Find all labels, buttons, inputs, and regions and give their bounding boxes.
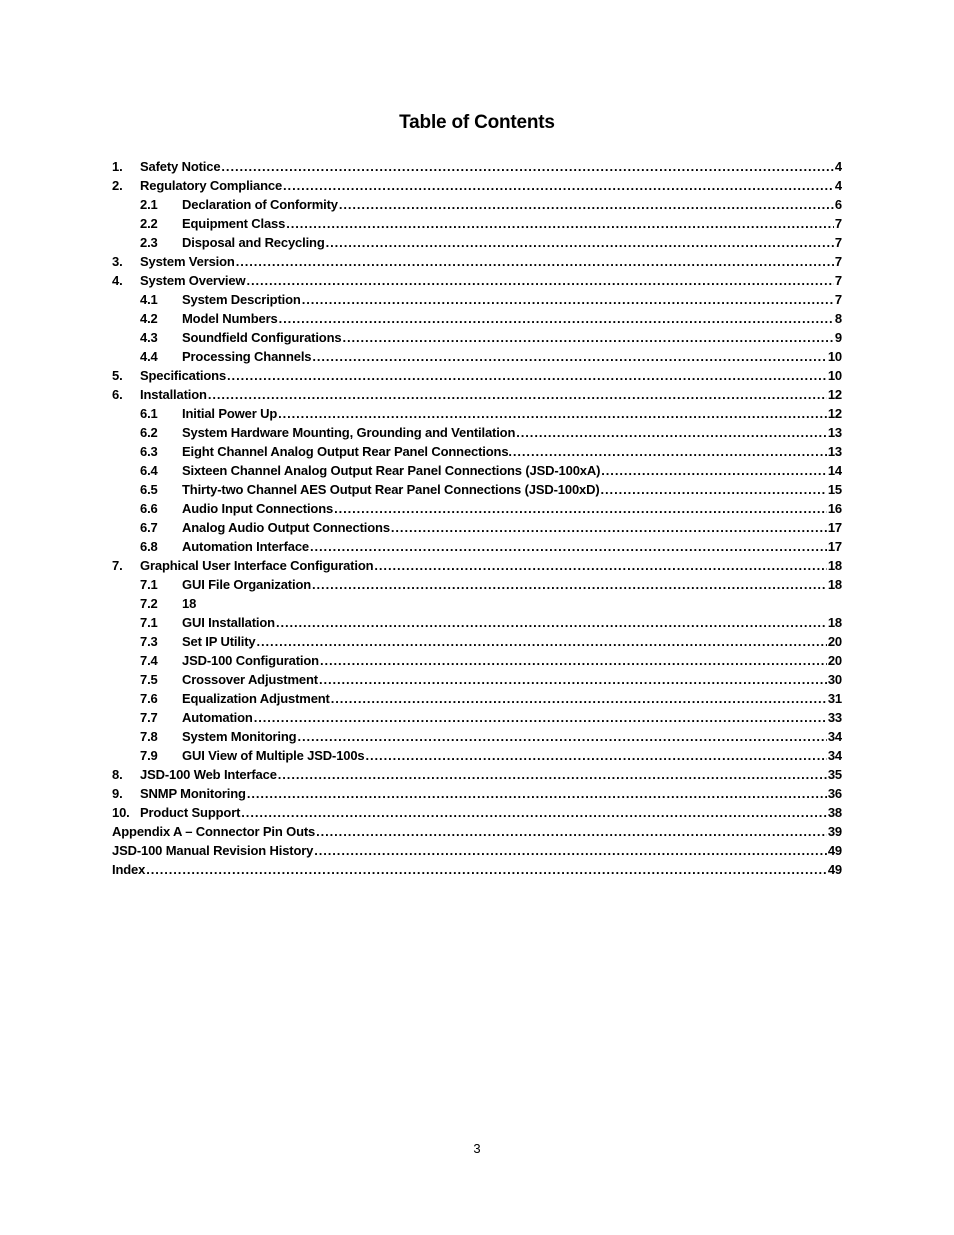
toc-entry[interactable] [112, 518, 842, 537]
toc-entry-label: System Overview [140, 273, 246, 288]
toc-entry[interactable] [112, 328, 842, 347]
toc-entry-label: Index [112, 862, 146, 877]
toc-dot-leader [146, 860, 827, 879]
toc-entry-label: Automation [182, 710, 253, 725]
toc-entry-number: 6.4 [140, 463, 158, 478]
toc-entry-number: 4.1 [140, 292, 158, 307]
toc-entry-page: 20 [827, 634, 842, 649]
toc-entry[interactable] [112, 461, 842, 480]
toc-entry-label: SNMP Monitoring [140, 786, 246, 801]
toc-entry-number: 6.5 [140, 482, 158, 497]
toc-entry-page: 49 [827, 843, 842, 858]
toc-dot-leader [297, 727, 826, 746]
toc-entry[interactable] [112, 613, 842, 632]
toc-entry-page: 31 [827, 691, 842, 706]
toc-entry[interactable] [112, 765, 842, 784]
toc-dot-leader [513, 442, 827, 461]
toc-entry-number: 6.3 [140, 444, 158, 459]
toc-entry[interactable] [112, 271, 842, 290]
toc-title: Table of Contents [399, 112, 555, 133]
toc-entry-label: 18 [182, 596, 197, 611]
toc-entry[interactable] [112, 499, 842, 518]
toc-dot-leader [342, 328, 833, 347]
toc-dot-leader [227, 366, 827, 385]
toc-entry[interactable] [112, 385, 842, 404]
toc-entry-number: 2.1 [140, 197, 158, 212]
toc-entry-number: 7. [112, 558, 123, 573]
toc-entry-page: 30 [827, 672, 842, 687]
toc-entry-number: 2.3 [140, 235, 158, 250]
toc-entry-label: Declaration of Conformity [182, 197, 338, 212]
toc-entry-label: Thirty-two Channel AES Output Rear Panel Connections (JSD-100xD) [182, 482, 600, 497]
toc-entry-label: JSD-100 Web Interface [140, 767, 277, 782]
toc-entry-number: 10. [112, 805, 130, 820]
toc-entry[interactable] [112, 480, 842, 499]
toc-entry[interactable] [112, 746, 842, 765]
toc-entry-label: Analog Audio Output Connections [182, 520, 390, 535]
toc-entry-label: GUI File Organization [182, 577, 312, 592]
toc-entry-page: 12 [827, 387, 842, 402]
toc-dot-leader [366, 746, 827, 765]
toc-entry-number: 4.3 [140, 330, 158, 345]
toc-entry-page: 33 [827, 710, 842, 725]
toc-dot-leader [278, 765, 827, 784]
toc-entry-label: GUI View of Multiple JSD-100s [182, 748, 365, 763]
toc-entry[interactable] [112, 214, 842, 233]
toc-entry-label: Automation Interface [182, 539, 310, 554]
toc-entry[interactable] [112, 841, 842, 860]
toc-dot-leader [601, 461, 827, 480]
toc-entry-page: 18 [827, 615, 842, 630]
toc-entry[interactable] [112, 822, 842, 841]
toc-entry-page: 49 [827, 862, 842, 877]
toc-entry-number: 6. [112, 387, 123, 402]
toc-entry-page: 20 [827, 653, 842, 668]
toc-dot-leader [278, 404, 827, 423]
toc-entry-page: 6 [834, 197, 842, 212]
toc-entry-number: 7.1 [140, 615, 158, 630]
toc-dot-leader [320, 651, 827, 670]
toc-dot-leader [257, 632, 827, 651]
toc-entry-number: 8. [112, 767, 123, 782]
toc-entry-label: Model Numbers [182, 311, 278, 326]
toc-entry[interactable] [112, 594, 842, 613]
toc-dot-leader [236, 252, 834, 271]
toc-entry-number: 4.2 [140, 311, 158, 326]
toc-dot-leader [279, 309, 834, 328]
toc-dot-leader [254, 708, 827, 727]
toc-entry-page: 7 [834, 235, 842, 250]
toc-dot-leader [276, 613, 827, 632]
toc-entry-label: System Hardware Mounting, Grounding and Ventilation [182, 425, 516, 440]
toc-entry-label: JSD-100 Manual Revision History [112, 843, 314, 858]
toc-entry-page: 9 [834, 330, 842, 345]
toc-entry-page: 8 [834, 311, 842, 326]
toc-entry-number: 6.2 [140, 425, 158, 440]
toc-dot-leader [310, 537, 827, 556]
toc-dot-leader [246, 271, 833, 290]
toc-entry-number: 5. [112, 368, 123, 383]
toc-entry-label: Equipment Class [182, 216, 286, 231]
toc-entry-page: 14 [827, 463, 842, 478]
toc-entry-label: System Description [182, 292, 301, 307]
toc-dot-leader [601, 480, 827, 499]
toc-entry-number: 4. [112, 273, 123, 288]
toc-entry[interactable] [112, 727, 842, 746]
toc-dot-leader [312, 575, 827, 594]
toc-entry-page: 36 [827, 786, 842, 801]
toc-entry[interactable] [112, 157, 842, 176]
toc-dot-leader [314, 841, 827, 860]
toc-entry[interactable] [112, 347, 842, 366]
toc-entry-page: 17 [827, 539, 842, 554]
toc-dot-leader [326, 233, 834, 252]
toc-entry-label: Equalization Adjustment [182, 691, 330, 706]
toc-entry[interactable] [112, 689, 842, 708]
toc-entry-page: 34 [827, 748, 842, 763]
toc-entry-number: 7.8 [140, 729, 158, 744]
toc-entry-label: Soundfield Configurations [182, 330, 342, 345]
toc-entry-label: Sixteen Channel Analog Output Rear Panel Connections (JSD-100xA) [182, 463, 601, 478]
toc-dot-leader [208, 385, 827, 404]
toc-entry-number: 1. [112, 159, 123, 174]
toc-entry[interactable] [112, 290, 842, 309]
toc-entry[interactable] [112, 442, 842, 461]
toc-entry-label: Set IP Utility [182, 634, 256, 649]
table-of-contents [112, 157, 842, 879]
toc-dot-leader [319, 670, 827, 689]
toc-entry-label: GUI Installation [182, 615, 275, 630]
toc-entry-label: Audio Input Connections [182, 501, 334, 516]
toc-dot-leader [391, 518, 827, 537]
toc-entry[interactable] [112, 651, 842, 670]
toc-entry-page: 7 [834, 292, 842, 307]
toc-entry[interactable] [112, 670, 842, 689]
toc-entry-number: 6.8 [140, 539, 158, 554]
toc-entry-page: 4 [834, 178, 842, 193]
toc-entry-label: Disposal and Recycling [182, 235, 325, 250]
toc-entry-number: 7.9 [140, 748, 158, 763]
toc-entry[interactable] [112, 803, 842, 822]
toc-entry-label: Appendix A – Connector Pin Outs [112, 824, 316, 839]
toc-dot-leader [339, 195, 834, 214]
toc-entry-label: Safety Notice [140, 159, 221, 174]
toc-entry-number: 2.2 [140, 216, 158, 231]
toc-entry-number: 4.4 [140, 349, 158, 364]
toc-entry-number: 6.7 [140, 520, 158, 535]
toc-entry[interactable] [112, 556, 842, 575]
toc-entry-label: Initial Power Up [182, 406, 278, 421]
toc-dot-leader [283, 176, 834, 195]
toc-entry[interactable] [112, 575, 842, 594]
page-number: 3 [473, 1141, 481, 1156]
toc-entry-number: 7.1 [140, 577, 158, 592]
toc-entry-label: System Monitoring [182, 729, 297, 744]
toc-dot-leader [286, 214, 834, 233]
toc-entry-page: 4 [834, 159, 842, 174]
toc-dot-leader [247, 784, 827, 803]
toc-entry-number: 7.2 [140, 596, 158, 611]
toc-entry[interactable] [112, 537, 842, 556]
toc-entry[interactable] [112, 233, 842, 252]
toc-entry-label: Crossover Adjustment [182, 672, 318, 687]
toc-dot-leader [241, 803, 827, 822]
toc-entry-page: 7 [834, 254, 842, 269]
toc-entry-label: System Version [140, 254, 235, 269]
toc-entry-page: 18 [827, 558, 842, 573]
toc-entry[interactable] [112, 860, 842, 879]
toc-entry-page: 16 [827, 501, 842, 516]
toc-entry-page: 34 [827, 729, 842, 744]
toc-entry-page: 10 [827, 368, 842, 383]
toc-dot-leader [316, 822, 827, 841]
toc-entry-number: 7.3 [140, 634, 158, 649]
toc-entry-label: Installation [140, 387, 207, 402]
toc-entry-label: Specifications [140, 368, 227, 383]
toc-entry-number: 7.6 [140, 691, 158, 706]
toc-entry[interactable] [112, 423, 842, 442]
toc-entry-label: Processing Channels [182, 349, 312, 364]
toc-entry-page: 35 [827, 767, 842, 782]
toc-entry-page: 7 [834, 216, 842, 231]
toc-entry[interactable] [112, 309, 842, 328]
toc-entry-page: 7 [834, 273, 842, 288]
toc-dot-leader [374, 556, 826, 575]
toc-entry-label: Product Support [140, 805, 241, 820]
toc-entry-page: 38 [827, 805, 842, 820]
toc-entry[interactable] [112, 784, 842, 803]
toc-dot-leader [331, 689, 827, 708]
toc-entry-page: 17 [827, 520, 842, 535]
toc-entry-number: 6.1 [140, 406, 158, 421]
toc-entry[interactable] [112, 252, 842, 271]
toc-entry[interactable] [112, 195, 842, 214]
toc-dot-leader [334, 499, 827, 518]
toc-entry-number: 2. [112, 178, 123, 193]
toc-entry-page: 13 [827, 425, 842, 440]
toc-entry-number: 7.4 [140, 653, 158, 668]
toc-entry-number: 3. [112, 254, 123, 269]
toc-entry[interactable] [112, 176, 842, 195]
toc-dot-leader [312, 347, 826, 366]
toc-entry-label: Regulatory Compliance [140, 178, 283, 193]
toc-entry-number: 7.7 [140, 710, 158, 725]
toc-entry-number: 6.6 [140, 501, 158, 516]
toc-entry-page: 10 [827, 349, 842, 364]
toc-entry-page: 15 [827, 482, 842, 497]
toc-entry-label: Graphical User Interface Configuration [140, 558, 374, 573]
toc-dot-leader [302, 290, 834, 309]
toc-entry-number: 7.5 [140, 672, 158, 687]
toc-entry[interactable] [112, 366, 842, 385]
toc-entry-page: 39 [827, 824, 842, 839]
toc-entry-number: 9. [112, 786, 123, 801]
toc-entry-label: JSD-100 Configuration [182, 653, 319, 668]
toc-entry-label: Eight Channel Analog Output Rear Panel Connections. [182, 444, 512, 459]
toc-entry[interactable] [112, 708, 842, 727]
toc-entry[interactable] [112, 404, 842, 423]
toc-entry-page: 13 [827, 444, 842, 459]
toc-entry-page: 12 [827, 406, 842, 421]
toc-dot-leader [516, 423, 827, 442]
toc-entry-page: 18 [827, 577, 842, 592]
toc-entry[interactable] [112, 632, 842, 651]
toc-dot-leader [221, 157, 833, 176]
